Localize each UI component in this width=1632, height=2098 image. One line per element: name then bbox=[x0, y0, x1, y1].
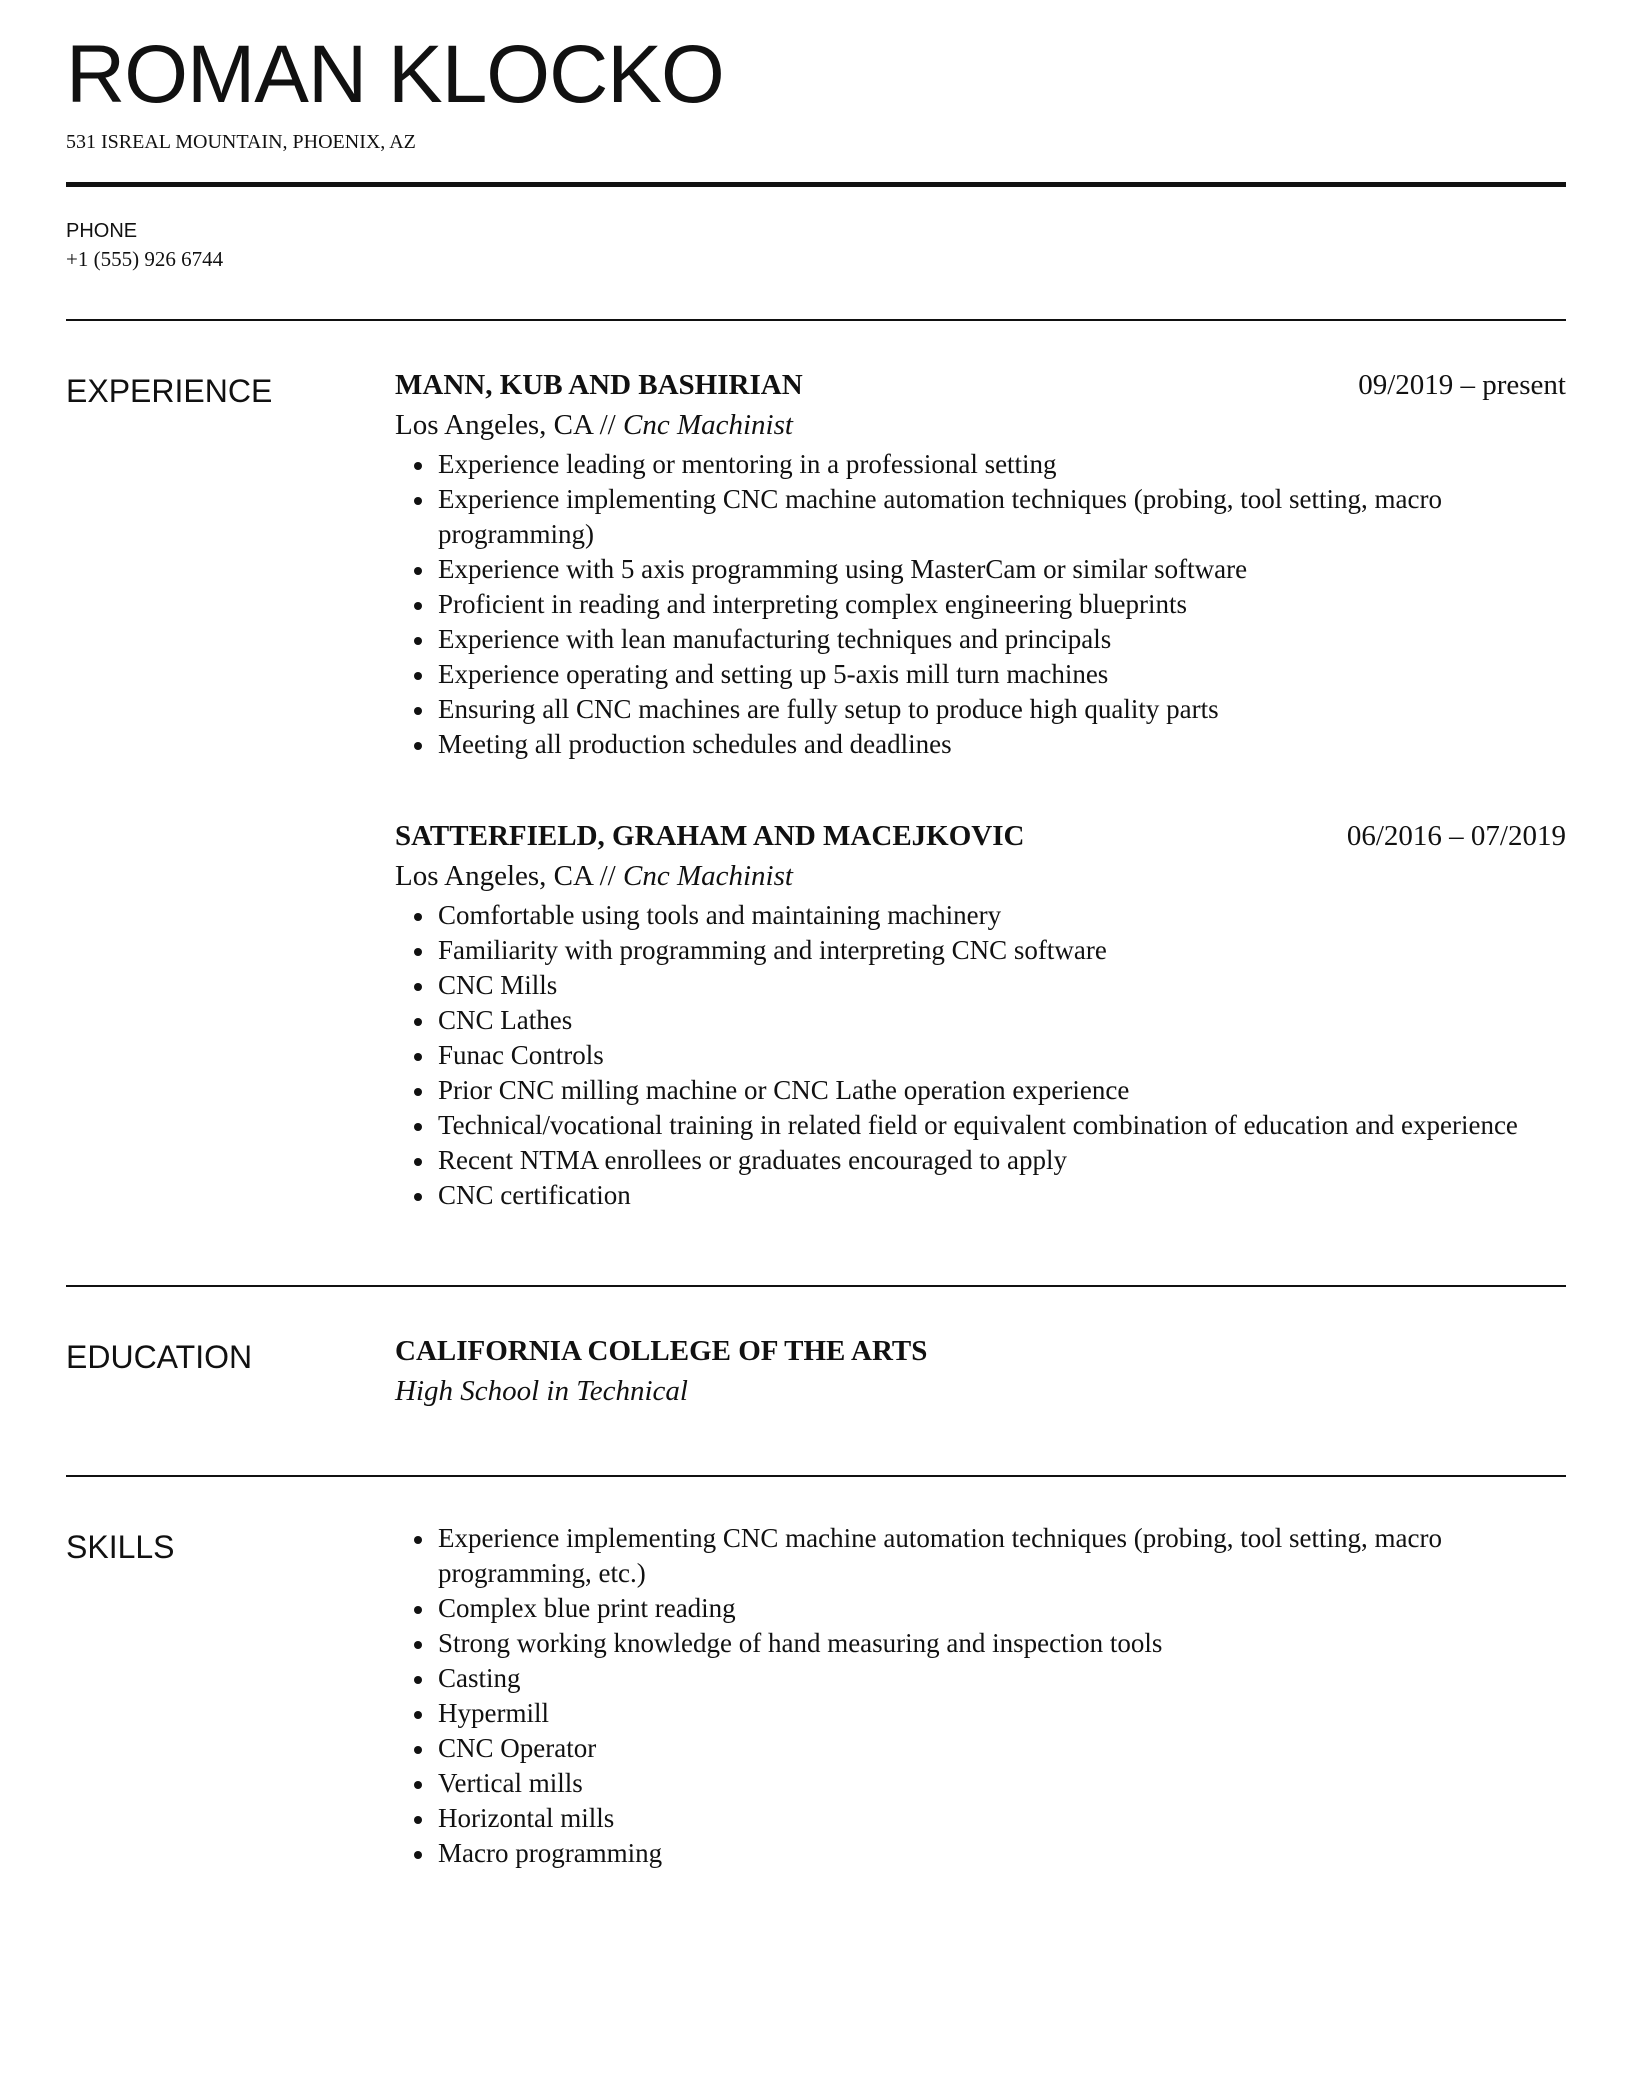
job-entry bbox=[395, 816, 1566, 1213]
job-meta bbox=[395, 405, 1566, 445]
list-item: Recent NTMA enrollees or graduates encouraged to apply bbox=[438, 1143, 1566, 1178]
list-item: Casting bbox=[438, 1661, 1566, 1696]
job-dates: 09/2019 – present bbox=[1358, 369, 1566, 401]
list-item: Horizontal mills bbox=[438, 1801, 1566, 1836]
job-bullets bbox=[395, 447, 1566, 762]
list-item: CNC certification bbox=[438, 1178, 1566, 1213]
education-body bbox=[395, 1331, 1566, 1411]
list-item: Experience implementing CNC machine automation techniques (probing, tool setting, macro programming, etc.) bbox=[438, 1521, 1566, 1591]
job-location: Los Angeles, CA bbox=[395, 860, 593, 892]
list-item: Proficient in reading and interpreting complex engineering blueprints bbox=[438, 587, 1566, 622]
section-divider bbox=[66, 1285, 1566, 1287]
list-item: CNC Lathes bbox=[438, 1003, 1566, 1038]
list-item: Experience implementing CNC machine automation techniques (probing, tool setting, macro programming) bbox=[438, 482, 1566, 552]
list-item: Experience operating and setting up 5-axis mill turn machines bbox=[438, 657, 1566, 692]
job-title: Cnc Machinist bbox=[623, 860, 793, 892]
phone-label: PHONE bbox=[66, 220, 138, 242]
list-item: CNC Operator bbox=[438, 1731, 1566, 1766]
job-separator: // bbox=[599, 409, 616, 441]
list-item: Prior CNC milling machine or CNC Lathe operation experience bbox=[438, 1073, 1566, 1108]
job-dates: 06/2016 – 07/2019 bbox=[1346, 820, 1566, 852]
list-item: Macro programming bbox=[438, 1836, 1566, 1871]
education-degree: High School in Technical bbox=[395, 1375, 688, 1407]
list-item: Ensuring all CNC machines are fully setup to produce high quality parts bbox=[438, 692, 1566, 727]
section-divider bbox=[66, 1475, 1566, 1477]
contact-block bbox=[66, 217, 1566, 273]
job-company: SATTERFIELD, GRAHAM AND MACEJKOVIC bbox=[395, 820, 1025, 852]
skills-list bbox=[395, 1521, 1566, 1871]
phone-value: +1 (555) 926 6744 bbox=[66, 247, 224, 271]
experience-section bbox=[66, 365, 1566, 1267]
job-header bbox=[395, 816, 1566, 856]
list-item: Hypermill bbox=[438, 1696, 1566, 1731]
job-header bbox=[395, 365, 1566, 405]
experience-heading: EXPERIENCE bbox=[66, 373, 273, 409]
job-company: MANN, KUB AND BASHIRIAN bbox=[395, 369, 803, 401]
education-school: CALIFORNIA COLLEGE OF THE ARTS bbox=[395, 1335, 928, 1367]
list-item: Vertical mills bbox=[438, 1766, 1566, 1801]
list-item: Funac Controls bbox=[438, 1038, 1566, 1073]
list-item: Meeting all production schedules and deadlines bbox=[438, 727, 1566, 762]
candidate-name: ROMAN KLOCKO bbox=[66, 29, 724, 120]
education-section bbox=[66, 1331, 1566, 1411]
list-item: Complex blue print reading bbox=[438, 1591, 1566, 1626]
job-meta bbox=[395, 856, 1566, 896]
skills-heading: SKILLS bbox=[66, 1529, 175, 1565]
education-heading: EDUCATION bbox=[66, 1339, 253, 1375]
job-separator: // bbox=[599, 860, 616, 892]
job-entry bbox=[395, 365, 1566, 762]
list-item: Familiarity with programming and interpreting CNC software bbox=[438, 933, 1566, 968]
section-divider bbox=[66, 319, 1566, 321]
skills-section bbox=[66, 1521, 1566, 1871]
job-bullets bbox=[395, 898, 1566, 1213]
list-item: Experience with lean manufacturing techniques and principals bbox=[438, 622, 1566, 657]
candidate-address: 531 ISREAL MOUNTAIN, PHOENIX, AZ bbox=[66, 131, 416, 153]
experience-body bbox=[395, 365, 1566, 1267]
list-item: Comfortable using tools and maintaining machinery bbox=[438, 898, 1566, 933]
list-item: Strong working knowledge of hand measuring and inspection tools bbox=[438, 1626, 1566, 1661]
job-title: Cnc Machinist bbox=[623, 409, 793, 441]
header-divider bbox=[66, 182, 1566, 187]
list-item: Experience with 5 axis programming using MasterCam or similar software bbox=[438, 552, 1566, 587]
list-item: Technical/vocational training in related field or equivalent combination of education and experience bbox=[438, 1108, 1566, 1143]
list-item: Experience leading or mentoring in a professional setting bbox=[438, 447, 1566, 482]
job-location: Los Angeles, CA bbox=[395, 409, 593, 441]
list-item: CNC Mills bbox=[438, 968, 1566, 1003]
skills-body bbox=[395, 1521, 1566, 1871]
